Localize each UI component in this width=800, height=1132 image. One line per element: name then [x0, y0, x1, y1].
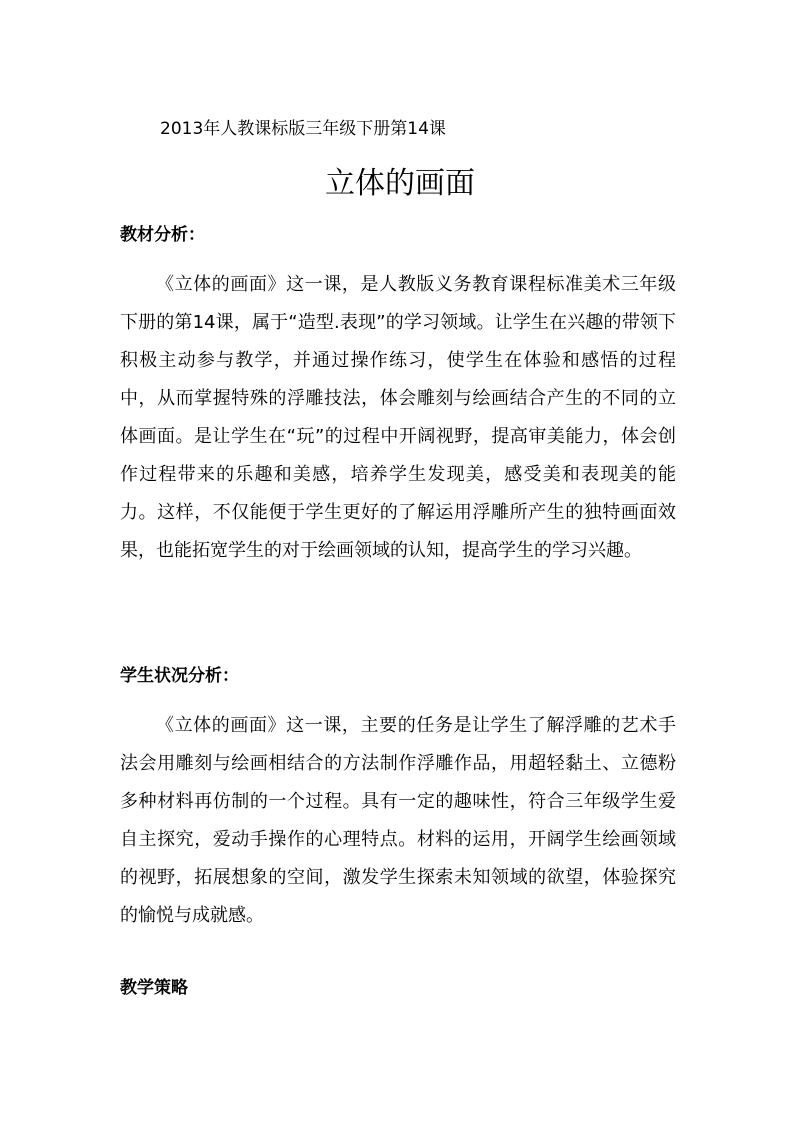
page-title: 立体的画面 — [325, 166, 475, 201]
lesson-subtitle: 2013年人教课标版三年级下册第14课 — [160, 119, 446, 139]
section-heading-student-analysis: 学生状况分析： — [120, 666, 239, 686]
section-heading-teaching-strategy: 教学策略 — [120, 978, 188, 998]
section-paragraph-textbook-analysis: 《立体的画面》这一课，是人教版义务教育课程标准美术三年级下册的第14课，属于“造型.表现”的学习领域。让学生在兴趣的带领下积极主动参与教学，并通过操作练习，使学生在体验和感悟的过程中，从而掌握特殊的浮雕技法，体会雕刻与绘画结合产生的不同的立体画面。是让学生在“玩”的过程中开阔视野，提高审美能力，体会创作过程带来的乐趣和美感，培养学生发现美，感受美和表现美的能力。这样，不仅能便于学生更好的了解运用浮雕所产生的独特画面效果，也能拓宽学生的对于绘画领域的认知，提高学生的学习兴趣。 — [120, 274, 676, 561]
section-heading-textbook-analysis: 教材分析： — [120, 225, 205, 245]
section-paragraph-student-analysis: 《立体的画面》这一课，主要的任务是让学生了解浮雕的艺术手法会用雕刻与绘画相结合的方法制作浮雕作品，用超轻黏土、立德粉多种材料再仿制的一个过程。具有一定的趣味性，符合三年级学生爱自主探究，爱动手操作的心理特点。材料的运用，开阔学生绘画领域的视野，拓展想象的空间，激发学生探索未知领域的欲望，体验探究的愉悦与成就感。 — [120, 715, 676, 926]
